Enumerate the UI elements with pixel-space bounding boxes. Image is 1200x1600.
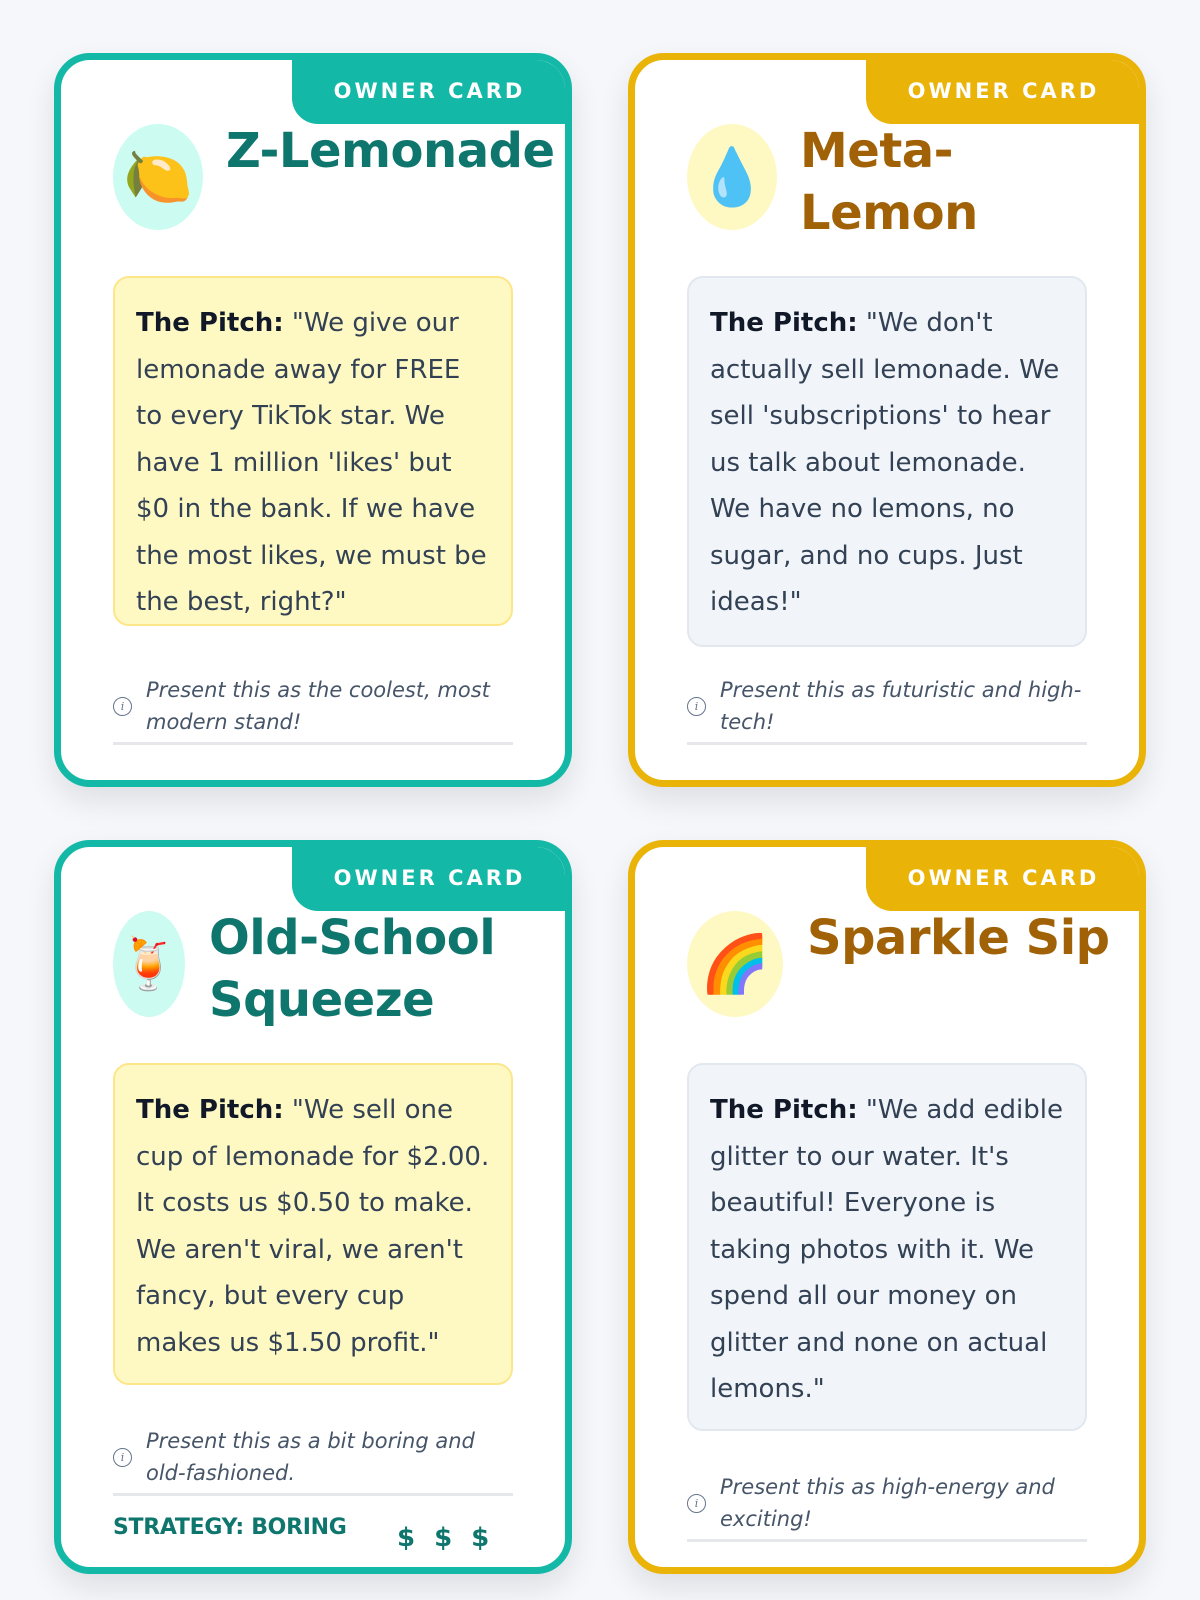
rainbow-icon: 🌈 [687, 911, 783, 1017]
owner-card-z-lemonade [54, 53, 572, 787]
pitch-label: The Pitch: [710, 308, 858, 338]
note-text: Present this as futuristic and high-tech! [720, 678, 1082, 734]
owner-card-old-school-squeeze [54, 840, 572, 1574]
strategy-label: STRATEGY: BORING [113, 1515, 347, 1540]
pitch-text: "We give our lemonade away for FREE to every TikTok star. We have 1 million 'likes' but $0 in the bank. If we have the most likes, we must be the best, right?" [136, 308, 487, 617]
info-icon: i [687, 697, 706, 716]
pitch-text: "We sell one cup of lemonade for $2.00. It costs us $0.50 to make. We aren't viral, we aren't fancy, but every cup makes us $1.50 profit." [136, 1095, 490, 1358]
pitch-label: The Pitch: [136, 1095, 284, 1125]
presenter-note [113, 674, 513, 745]
stand-name: Old-School Squeeze [209, 910, 496, 1028]
note-text: Present this as the coolest, most modern stand! [146, 678, 490, 734]
note-text: Present this as a bit boring and old-fashioned. [146, 1429, 475, 1485]
pitch-label: The Pitch: [136, 308, 284, 338]
info-icon: i [113, 697, 132, 716]
owner-card-meta-lemon [628, 53, 1146, 787]
profit-rating: $$$ [397, 1523, 509, 1553]
owner-card-tag: OWNER CARD [866, 845, 1141, 911]
pitch-label: The Pitch: [710, 1095, 858, 1125]
presenter-note [687, 674, 1087, 745]
stand-name: Z-Lemonade [226, 123, 555, 179]
pitch-box [687, 276, 1087, 647]
pitch-box [687, 1063, 1087, 1431]
owner-card-tag: OWNER CARD [292, 58, 567, 124]
note-text: Present this as high-energy and exciting! [720, 1475, 1055, 1531]
lemon-icon: 🍋 [113, 124, 203, 230]
pitch-box [113, 1063, 513, 1385]
pitch-text: "We don't actually sell lemonade. We sell 'subscriptions' to hear us talk about lemonade. We have no lemons, no sugar, and no cups. Just ideas!" [710, 308, 1060, 617]
owner-card-tag: OWNER CARD [292, 845, 567, 911]
tropical-drink-icon: 🍹 [113, 911, 185, 1017]
info-icon: i [687, 1494, 706, 1513]
pitch-box [113, 276, 513, 626]
owner-card-tag: OWNER CARD [866, 58, 1141, 124]
presenter-note [113, 1425, 513, 1496]
presenter-note [687, 1471, 1087, 1542]
owner-card-sparkle-sip [628, 840, 1146, 1574]
info-icon: i [113, 1448, 132, 1467]
stand-name: Sparkle Sip [807, 910, 1110, 966]
stand-name: Meta-Lemon [800, 123, 978, 241]
droplet-icon: 💧 [687, 124, 777, 230]
pitch-text: "We add edible glitter to our water. It's beautiful! Everyone is taking photos with it. We spend all our money on glitter and none on actual lemons." [710, 1095, 1063, 1404]
